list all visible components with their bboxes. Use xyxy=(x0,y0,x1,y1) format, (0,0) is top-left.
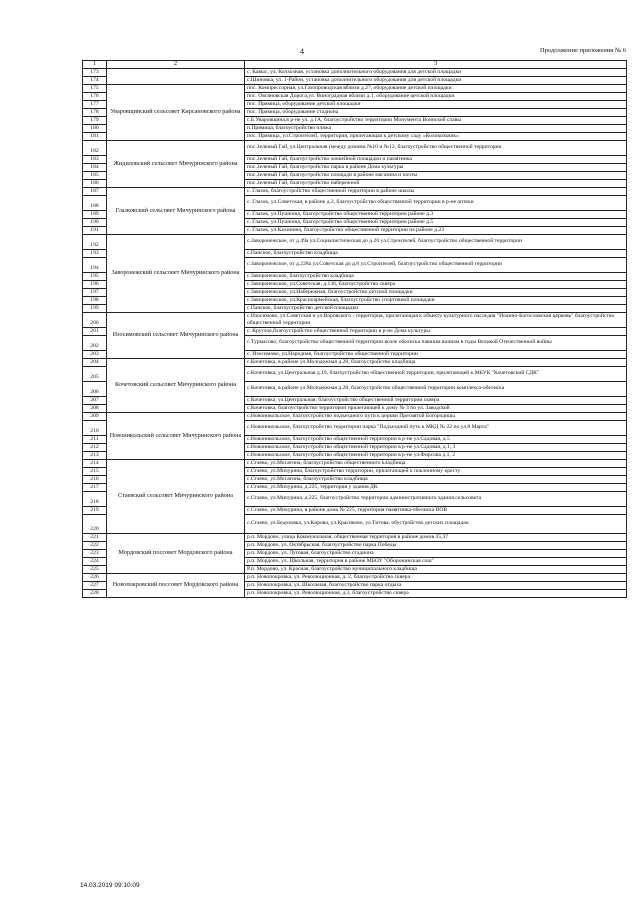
row-number: 221 xyxy=(83,533,107,541)
row-number: 191 xyxy=(83,226,107,234)
row-description: с.Стаево, ул.Мосягина, благоустройство общественного кладбища xyxy=(245,459,627,467)
row-number: 196 xyxy=(83,280,107,288)
row-number: 178 xyxy=(83,108,107,116)
row-number: 183 xyxy=(83,155,107,163)
row-number: 205 xyxy=(83,366,107,381)
row-description: с.Изосимово, ул.Советская и ул.Воровского - территория, прилегающая к объекту культурного наследия "Иоанно-Богословская церковь" благоустройство общественной территории xyxy=(245,312,627,327)
row-description: с.Новоникольское, благоустройство территории парка "Подъездной путь к МКД № 22 по ул.8 Марта" xyxy=(245,420,627,435)
row-description: с. Глазок, ул.Пушкина, благоустройство общественной территории районе д.3 xyxy=(245,210,627,218)
row-number: 215 xyxy=(83,467,107,475)
row-description: с.Заворонежское, от д.228а ул.Советская до д.8 ул.Строителей, благоустройство общественной территории xyxy=(245,257,627,272)
row-number: 204 xyxy=(83,358,107,366)
row-description: пос.Зеленый Гай, благоустройство набережной xyxy=(245,179,627,187)
row-number: 197 xyxy=(83,288,107,296)
header-col-3: 3 xyxy=(245,61,627,69)
municipality-cell: Глазковский сельсовет Мичуринского района xyxy=(107,187,245,234)
row-description: пос. Овсяновская Дорога,ул. Виноградная вблизи д.1, оборудование детской площадки xyxy=(245,92,627,100)
row-description: пос. Компрессорная, ул.Газопроводская вблизи д.27, оборудование детской площадки xyxy=(245,84,627,92)
municipality-cell: Изосимовский сельсовет Мичуринского района xyxy=(107,312,245,358)
municipality-cell: Новоникольский сельсовет Мичуринского района xyxy=(107,412,245,459)
row-number: 225 xyxy=(83,565,107,573)
row-description: пос.Зеленый Гай, благоустройство парка в районе Дома культуры xyxy=(245,163,627,171)
row-number: 227 xyxy=(83,581,107,589)
row-number: 217 xyxy=(83,483,107,491)
row-description: с. Глазок, ул.Советская, в районе д.2, благоустройство общественной территории в р-не аптеки xyxy=(245,195,627,210)
row-description: р.п. Новопокровка, ул. Революционная, д. 2, благоустройство сквера xyxy=(245,573,627,581)
row-description: пос.Зеленый Гай, благоустройство хоккейной площадки и памятника xyxy=(245,155,627,163)
row-description: с.Новоникольское, благоустройство общественной территории в р-не ул.Садовая, д.1, 3 xyxy=(245,443,627,451)
row-description: с.Заворонежское, благоустройство кладбища xyxy=(245,272,627,280)
print-timestamp: 14.03.2019 09:10:09 xyxy=(80,882,140,889)
table-row xyxy=(83,573,627,581)
row-description: с.Б.Уваровщина,в р-не ул. д.1А, благоустройство территории Монумента Воинской славы xyxy=(245,116,627,124)
table-row xyxy=(83,533,627,541)
row-description: с.Новоникольское, благоустройство общественной территории в р-не ул.Фирсова д.1, 2 xyxy=(245,451,627,459)
row-description: с. Круглое,благоустройство общественной территории в р-не Дома культуры xyxy=(245,327,627,335)
row-description: с.Кочетовка, благоустройство территории прилегающей к дому № 3 по ул. Заводской xyxy=(245,404,627,412)
row-number: 218 xyxy=(83,491,107,506)
row-number: 210 xyxy=(83,420,107,435)
row-description: с.Заворонежское, ул.Красноармейская, благоустройство спортивной площадки xyxy=(245,296,627,304)
row-description: с.Кочетовка, ул.Центральная д.19, благоустройство общественной территории, прилегающей к МБУК "Кочетовский СДК" xyxy=(245,366,627,381)
row-number: 194 xyxy=(83,257,107,272)
row-number: 174 xyxy=(83,76,107,84)
row-number: 208 xyxy=(83,404,107,412)
row-description: п.Прямица, благоустройство пляжа xyxy=(245,124,627,132)
row-number: 195 xyxy=(83,272,107,280)
row-number: 200 xyxy=(83,312,107,327)
row-number: 185 xyxy=(83,171,107,179)
row-description: р.п. Мордово, ул. Луговая, благоустройство стадиона xyxy=(245,549,627,557)
municipality-cell: Жидиловский сельсовет Мичуринского района xyxy=(107,140,245,187)
row-number: 220 xyxy=(83,514,107,533)
row-number: 187 xyxy=(83,187,107,195)
table-row xyxy=(83,68,627,76)
row-number: 201 xyxy=(83,327,107,335)
header-col-1: 1 xyxy=(83,61,107,69)
row-description: с.Кочетовка, в районе ул.Молодежная д.28, благоустройство общественной территории комплекса-обелиска xyxy=(245,381,627,396)
row-number: 199 xyxy=(83,304,107,312)
row-description: с.Панское, благоустройство детской площадки xyxy=(245,304,627,312)
row-description: с.Стаево, ул.Бедозовка, ул.Кирова, ул.Красиково, ул.Титова, обустройство детских площадок xyxy=(245,514,627,533)
row-number: 209 xyxy=(83,412,107,420)
table-row xyxy=(83,412,627,420)
row-number: 202 xyxy=(83,335,107,350)
row-description: с.Турмасово, благоустройство общественной территории возле обелиска павшим воинам в годы Великой Отечественной войны xyxy=(245,335,627,350)
row-description: пос. Прямица, оборудование стадиона xyxy=(245,108,627,116)
row-number: 177 xyxy=(83,100,107,108)
row-number: 186 xyxy=(83,179,107,187)
row-number: 223 xyxy=(83,549,107,557)
row-description: с.Новоникольское, благоустройство подъездного пути к церкви Пресвятой Богородицы xyxy=(245,412,627,420)
header-col-2: 2 xyxy=(107,61,245,69)
row-number: 214 xyxy=(83,459,107,467)
row-description: с.Кочетовка, ул.Центральная, благоустройство общественной территории сквера xyxy=(245,396,627,404)
table-row xyxy=(83,84,627,92)
row-description: с. Изосимово, ул.Народная, благоустройство общественной территории xyxy=(245,350,627,358)
row-number: 216 xyxy=(83,475,107,483)
municipality-cell: Уваровщинский сельсовет Кирсановского района xyxy=(107,84,245,140)
row-description: р.п. Новопокровка, ул. Революционная, д.3, благоустройство сквера xyxy=(245,589,627,597)
table-row xyxy=(83,187,627,195)
row-number: 213 xyxy=(83,451,107,459)
row-description: с.Стаево, ул.Мичурина, д.225, территория у здания ДК xyxy=(245,483,627,491)
row-number: 189 xyxy=(83,210,107,218)
row-description: Р.п. Мордово, ул. Красная, благоустройство муниципального кладбища xyxy=(245,565,627,573)
row-description: с.Шиновка, ул. 1-Район, установка дополнительного оборудования для детской площадки xyxy=(245,76,627,84)
row-number: 181 xyxy=(83,132,107,140)
row-description: с.Заворонежское, от д.49а ул.Социалистическая до д.20 ул.Строителей, благоустройство общественной территории xyxy=(245,234,627,249)
row-description: с.Стаево, ул.Мичурина, в районе дома № 225, территория памятника-обелиска ВОВ xyxy=(245,506,627,514)
appendix-table xyxy=(82,60,627,598)
municipality-cell: Мордовский поссовет Мордовского района xyxy=(107,533,245,573)
table-row xyxy=(83,358,627,366)
municipality-cell xyxy=(107,68,245,84)
row-number: 224 xyxy=(83,557,107,565)
row-number: 226 xyxy=(83,573,107,581)
row-description: с.Стаево, ул.Мичурина, д.225, благоустройство территории административного здания сельсовета xyxy=(245,491,627,506)
row-description: с.Панское, благоустройство кладбища xyxy=(245,249,627,257)
row-number: 212 xyxy=(83,443,107,451)
row-number: 193 xyxy=(83,249,107,257)
row-description: р.п. Новопокровка, ул. Школьная, благоустройство парка отдыха xyxy=(245,581,627,589)
row-number: 176 xyxy=(83,92,107,100)
row-number: 182 xyxy=(83,140,107,155)
row-number: 206 xyxy=(83,381,107,396)
row-number: 219 xyxy=(83,506,107,514)
table-row xyxy=(83,234,627,249)
row-description: с.Новоникольское, благоустройство общественной территории в р-не ул.Садовая, д.5 xyxy=(245,435,627,443)
row-number: 211 xyxy=(83,435,107,443)
row-number: 207 xyxy=(83,396,107,404)
row-description: с.Кочетовка, в районе ул.Молодежная д.28, благоустройство кладбища xyxy=(245,358,627,366)
row-description: р.п. Мордово, улица Коммунальная, общественная территория в районе домов 35,37 xyxy=(245,533,627,541)
row-description: р.п. Мордово, ул. Школьная, территория в районе МБОУ "Оборонинская сош" xyxy=(245,557,627,565)
table-row xyxy=(83,459,627,467)
municipality-cell: Новопокровский поссовет Мордовского района xyxy=(107,573,245,597)
row-description: пос.Зеленый Гай, ул.Центральная (между домами №10 и №12, благоустройство общественной территории xyxy=(245,140,627,155)
municipality-cell: Кочетовский сельсовет Мичуринского района xyxy=(107,358,245,412)
row-description: пос. Прямица, ул.Строителей, территория, прилегающая к детскому саду «Колокольчик» xyxy=(245,132,627,140)
table-header-row xyxy=(83,61,627,69)
row-number: 179 xyxy=(83,116,107,124)
row-description: с. Кавыс, ул. Колхозная, установка дополнительного оборудования для детской площадки xyxy=(245,68,627,76)
municipality-cell: Заворонежский сельсовет Мичуринского района xyxy=(107,234,245,312)
row-number: 228 xyxy=(83,589,107,597)
row-description: пос. Прямица, оборудование детской площадки xyxy=(245,100,627,108)
row-number: 190 xyxy=(83,218,107,226)
row-description: с. Глазок, ул.Пушкина, благоустройство общественной территории районе д.5 xyxy=(245,218,627,226)
row-description: с.Заворонежское, ул.Советская, д.136, благоустройство сквера xyxy=(245,280,627,288)
continuation-note: Продолжение приложения № 6 xyxy=(540,47,626,54)
row-number: 175 xyxy=(83,84,107,92)
row-description: пос.Зеленый Гай, благоустройство площади в районе магазина и почты xyxy=(245,171,627,179)
row-number: 198 xyxy=(83,296,107,304)
table-row xyxy=(83,140,627,155)
row-number: 222 xyxy=(83,541,107,549)
row-number: 188 xyxy=(83,195,107,210)
page-number: 4 xyxy=(300,47,304,56)
row-description: р.п. Мордово, ул. Октябрьская, благоустройство парка Победы xyxy=(245,541,627,549)
row-description: с. Глазок, благоустройство общественной территории в районе школы xyxy=(245,187,627,195)
row-number: 203 xyxy=(83,350,107,358)
row-number: 184 xyxy=(83,163,107,171)
table-row xyxy=(83,312,627,327)
row-description: с.Заворонежское, ул.Набережная, благоустройство детской площадки xyxy=(245,288,627,296)
row-number: 180 xyxy=(83,124,107,132)
row-description: с.Стаево, ул.Мосягина, благоустройство кладбища xyxy=(245,475,627,483)
row-description: с.Стаево, ул.Мичурина, благоустройство территории, прилегающей к поклонному кресту xyxy=(245,467,627,475)
row-number: 173 xyxy=(83,68,107,76)
row-number: 192 xyxy=(83,234,107,249)
row-description: с. Глазок, ул.Калинина, благоустройство общественной территории па районе д.23 xyxy=(245,226,627,234)
municipality-cell: Стаевский сельсовет Мичуринского района xyxy=(107,459,245,533)
